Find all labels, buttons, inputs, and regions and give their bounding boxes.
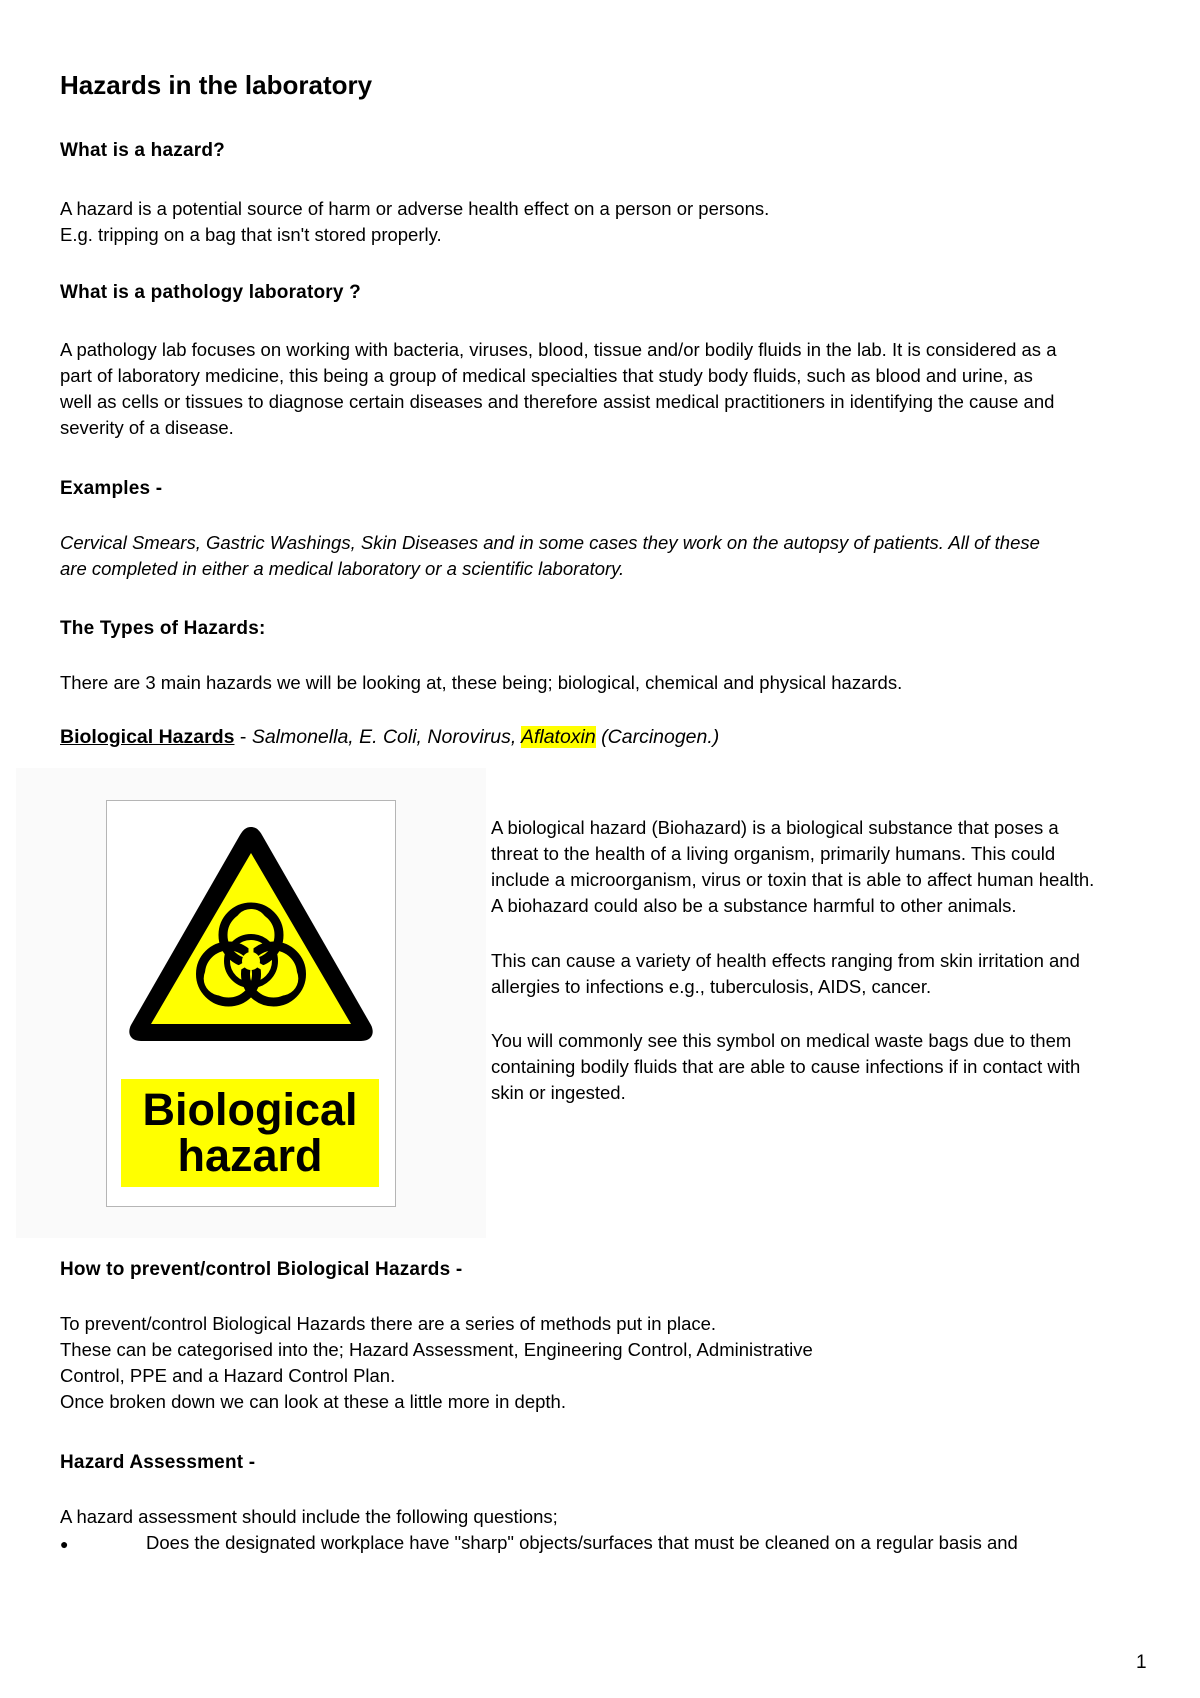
sign-label-line-2: hazard xyxy=(177,1130,323,1181)
paragraph-line: These can be categorised into the; Hazard Assessment, Engineering Control, Administrative xyxy=(60,1339,813,1360)
paragraph-line: Once broken down we can look at these a little more in depth. xyxy=(60,1391,566,1412)
pathology-paragraph xyxy=(60,337,1170,441)
heading-separator: - xyxy=(234,726,252,748)
paragraph-line: Control, PPE and a Hazard Control Plan. xyxy=(60,1365,396,1386)
pathology-heading: What is a pathology laboratory ? xyxy=(60,282,361,303)
paragraph-line: well as cells or tissues to diagnose certain diseases and therefore assist medical practitioners in identifying the cause and xyxy=(60,391,1055,412)
bullet-icon: ● xyxy=(60,1536,69,1552)
paragraph-line: include a microorganism, virus or toxin that is able to affect human health. xyxy=(491,869,1095,890)
paragraph-line: You will commonly see this symbol on medical waste bags due to them xyxy=(491,1030,1072,1051)
assessment-heading: Hazard Assessment - xyxy=(60,1452,256,1473)
examples-paragraph xyxy=(60,530,1170,582)
paragraph-line: threat to the health of a living organism, primarily humans. This could xyxy=(491,843,1056,864)
aflatoxin-highlight: Aflatoxin xyxy=(520,726,596,748)
paragraph-line: are completed in either a medical laboratory or a scientific laboratory. xyxy=(60,558,625,579)
paragraph-line: Cervical Smears, Gastric Washings, Skin Diseases and in some cases they work on the autopsy of patients. All of these xyxy=(60,532,1040,553)
types-text: There are 3 main hazards we will be looking at, these being; biological, chemical and physical hazards. xyxy=(60,672,903,693)
paragraph-line: A pathology lab focuses on working with bacteria, viruses, blood, tissue and/or bodily fluids in the lab. It is considered as a xyxy=(60,339,1057,360)
examples-heading: Examples - xyxy=(60,478,163,499)
biological-hazards-heading: Biological Hazards xyxy=(60,726,235,748)
paragraph-line: This can cause a variety of health effects ranging from skin irritation and xyxy=(491,950,1080,971)
assessment-intro: A hazard assessment should include the following questions; xyxy=(60,1506,558,1527)
biological-examples: Salmonella, E. Coli, Norovirus, xyxy=(251,726,521,748)
assessment-bullet-marker xyxy=(60,1530,68,1557)
paragraph-line: A biohazard could also be a substance harmful to other animals. xyxy=(491,895,1017,916)
assessment-bullet-1: Does the designated workplace have "sharp" objects/surfaces that must be cleaned on a regular basis and xyxy=(146,1532,1018,1553)
biohazard-symbol-usage xyxy=(491,1028,1171,1106)
paragraph-line: To prevent/control Biological Hazards there are a series of methods put in place. xyxy=(60,1313,717,1334)
biological-hazards-line xyxy=(60,726,719,749)
paragraph-line: containing bodily fluids that are able to cause infections if in contact with xyxy=(491,1056,1081,1077)
biohazard-effects xyxy=(491,948,1171,1000)
biological-hazard-sign xyxy=(106,800,396,1207)
paragraph-line: skin or ingested. xyxy=(491,1082,626,1103)
types-heading: The Types of Hazards: xyxy=(60,618,266,639)
hazard-example-text: E.g. tripping on a bag that isn't stored properly. xyxy=(60,224,442,245)
paragraph-line: severity of a disease. xyxy=(60,417,234,438)
paragraph-line: A biological hazard (Biohazard) is a biological substance that poses a xyxy=(491,817,1059,838)
prevent-heading: How to prevent/control Biological Hazards - xyxy=(60,1259,463,1280)
sign-label-line-1: Biological xyxy=(142,1084,358,1135)
prevent-paragraph xyxy=(60,1311,1170,1415)
paragraph-line: part of laboratory medicine, this being a group of medical specialties that study body fluids, such as blood and urine, as xyxy=(60,365,1033,386)
paragraph-line: allergies to infections e.g., tuberculosis, AIDS, cancer. xyxy=(491,976,932,997)
biohazard-warning-triangle-icon xyxy=(125,821,377,1047)
carcinogen-note: (Carcinogen.) xyxy=(595,726,720,748)
hazard-definition-heading: What is a hazard? xyxy=(60,140,225,161)
sign-label xyxy=(121,1079,379,1187)
hazard-definition-text: A hazard is a potential source of harm or adverse health effect on a person or persons. xyxy=(60,198,770,219)
document-title: Hazards in the laboratory xyxy=(60,70,373,100)
biohazard-description xyxy=(491,815,1171,919)
page-number: 1 xyxy=(1136,1652,1147,1673)
